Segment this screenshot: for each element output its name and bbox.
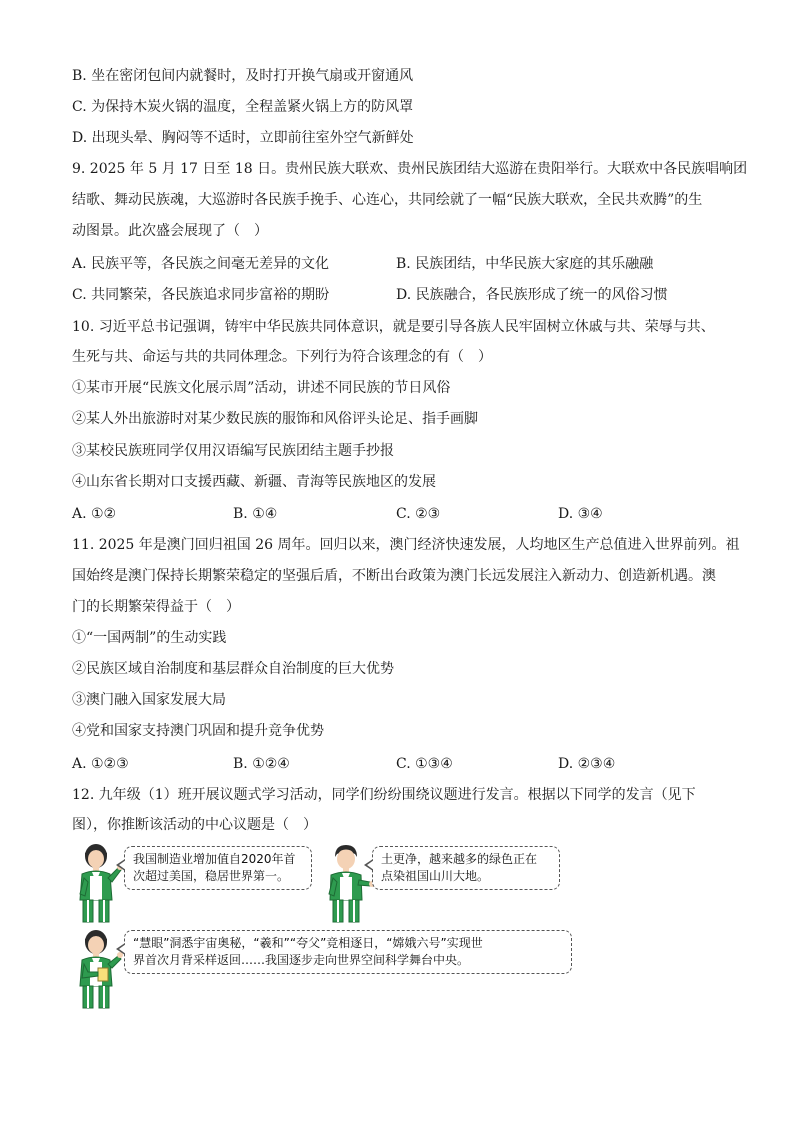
bubble2-line-1: 土更净，越来越多的绿色正在 [381, 852, 538, 866]
speech-bubble-manufacturing [124, 846, 312, 890]
q9-option-a: A. 民族平等，各民族之间毫无差异的文化 [72, 256, 330, 272]
q9-option-b: B. 民族团结，中华民族大家庭的其乐融融 [396, 256, 654, 272]
q8-option-c: C. 为保持木炭火锅的温度，全程盖紧火锅上方的防风罩 [72, 99, 414, 115]
q11-stem-line-2: 国始终是澳门保持长期繁荣稳定的坚强后盾，不断出台政策为澳门长远发展注入新动力、创造新机遇。澳 [72, 568, 716, 584]
bubble-tail-inner [367, 860, 374, 870]
q11-item-4: ④党和国家支持澳门巩固和提升竞争优势 [72, 723, 324, 739]
speech-bubble-space-science [124, 930, 572, 974]
q11-stem-line-3: 门的长期繁荣得益于（ ） [72, 599, 240, 615]
bubble3-line-1: “慧眼”洞悉宇宙奥秘，“羲和”“夸父”竞相逐日，“嫦娥六号”实现世 [133, 936, 483, 950]
q12-stem-line-1: 12. 九年级（1）班开展议题式学习活动，同学们纷纷围绕议题进行发言。根据以下同学的发言（见下 [72, 787, 696, 803]
q11-item-3: ③澳门融入国家发展大局 [72, 692, 226, 708]
q11-item-2: ②民族区域自治制度和基层群众自治制度的巨大优势 [72, 661, 394, 677]
q10-option-d: D. ③④ [558, 506, 603, 522]
q11-option-b: B. ①②④ [233, 756, 290, 772]
student-girl-icon [68, 842, 124, 926]
bubble-tail-inner [119, 860, 126, 870]
bubble1-line-2: 次超过美国，稳居世界第一。 [133, 869, 290, 883]
bubble3-line-2: 界首次月背采样返回……我国逐步走向世界空间科学舞台中央。 [133, 953, 470, 967]
q9-option-d: D. 民族融合，各民族形成了统一的风俗习惯 [396, 287, 668, 303]
q11-option-c: C. ①③④ [396, 756, 453, 772]
q10-item-1: ①某市开展“民族文化展示周”活动，讲述不同民族的节日风俗 [72, 380, 451, 396]
q11-item-1: ①“一国两制”的生动实践 [72, 630, 227, 646]
q11-stem-line-1: 11. 2025 年是澳门回归祖国 26 周年。回归以来，澳门经济快速发展，人均地区生产总值进入世界前列。祖 [72, 537, 740, 553]
q9-stem-line-2: 结歌、舞动民族魂，大巡游时各民族手挽手、心连心，共同绘就了一幅“民族大联欢，全民共欢腾”的生 [72, 192, 703, 208]
bubble2-line-2: 点染祖国山川大地。 [381, 869, 490, 883]
q10-option-a: A. ①② [72, 506, 117, 522]
q9-option-c: C. 共同繁荣，各民族追求同步富裕的期盼 [72, 287, 330, 303]
q9-stem-line-3: 动图景。此次盛会展现了（ ） [72, 223, 268, 239]
q10-stem-line-2: 生死与共、命运与共的共同体理念。下列行为符合该理念的有（ ） [72, 349, 492, 365]
q8-option-b: B. 坐在密闭包间内就餐时，及时打开换气扇或开窗通风 [72, 68, 414, 84]
q11-option-d: D. ②③④ [558, 756, 616, 772]
bubble1-line-1: 我国制造业增加值自2020年首 [133, 852, 296, 866]
speech-bubble-environment [372, 846, 560, 890]
q10-item-3: ③某校民族班同学仅用汉语编写民族团结主题手抄报 [72, 443, 394, 459]
q11-option-a: A. ①②③ [72, 756, 129, 772]
q8-option-d: D. 出现头晕、胸闷等不适时，立即前往室外空气新鲜处 [72, 130, 414, 146]
q10-stem-line-1: 10. 习近平总书记强调，铸牢中华民族共同体意识，就是要引导各族人民牢固树立休戚与共、荣辱与共、 [72, 319, 715, 335]
q10-item-4: ④山东省长期对口支援西藏、新疆、青海等民族地区的发展 [72, 474, 436, 490]
q10-option-b: B. ①④ [233, 506, 278, 522]
q10-option-c: C. ②③ [396, 506, 441, 522]
bubble-tail-inner [119, 944, 126, 954]
q10-item-2: ②某人外出旅游时对某少数民族的服饰和风俗评头论足、指手画脚 [72, 411, 478, 427]
student-girl-holding-icon [68, 928, 124, 1012]
q12-stem-line-2: 图），你推断该活动的中心议题是（ ） [72, 817, 317, 833]
q9-stem-line-1: 9. 2025 年 5 月 17 日至 18 日。贵州民族大联欢、贵州民族团结大巡游在贵阳举行。大联欢中各民族唱响团 [72, 161, 748, 177]
student-boy-icon [318, 842, 374, 926]
